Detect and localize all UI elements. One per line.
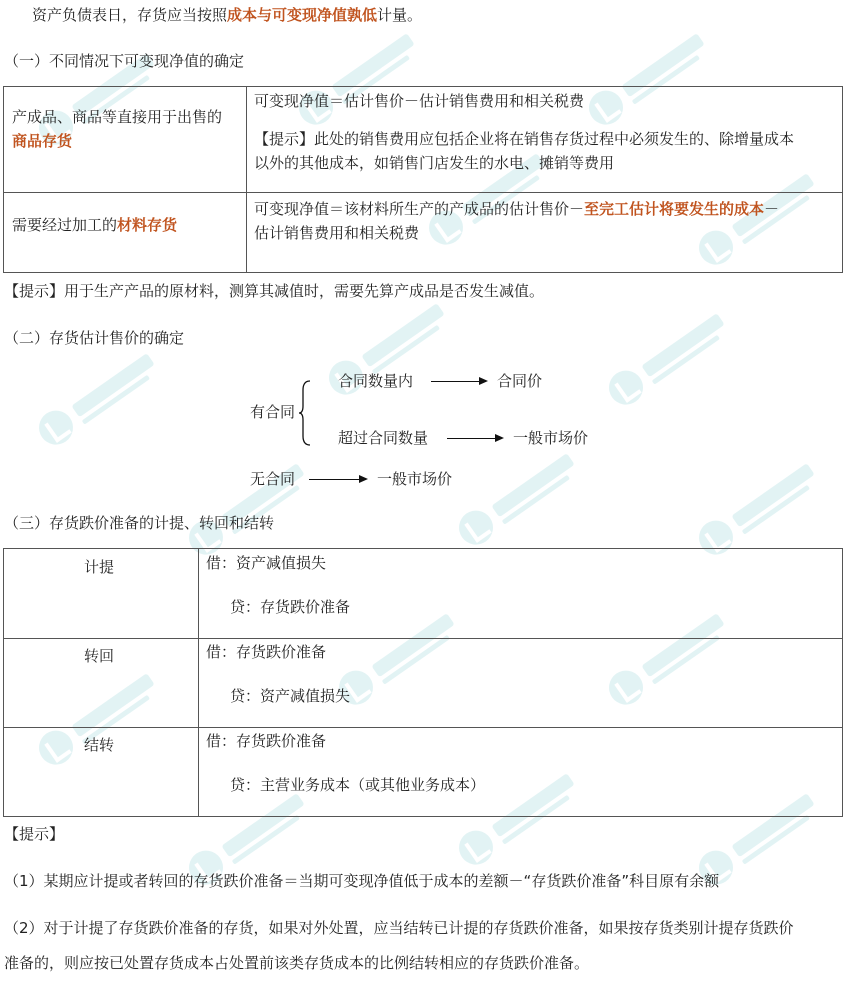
entry-label-reverse: 转回 xyxy=(84,647,115,665)
tips-paragraph-1: （1）某期应计提或者转回的存货跌价准备＝当期可变现净值低于成本的差额－“存货跌价准备”科目原有余额 xyxy=(4,872,720,890)
intro-sentence xyxy=(32,5,422,25)
row2-formula-highlight: 至完工估计将要发生的成本 xyxy=(584,200,765,218)
watermark-logo-icon xyxy=(602,303,737,413)
entry-debit-transfer: 借：存货跌价准备 xyxy=(206,732,327,750)
row1-right-cell xyxy=(254,89,839,175)
row2-formula-prefix: 可变现净值＝该材料所生产的产成品的估计售价－ xyxy=(254,200,585,218)
row2-left-cell xyxy=(12,213,242,237)
tips-title: 【提示】 xyxy=(4,825,65,843)
label-market-price-2: 一般市场价 xyxy=(377,470,453,488)
entry-credit-accrue: 贷：存货跌价准备 xyxy=(230,598,351,616)
row2-left-highlight: 材料存货 xyxy=(117,216,178,234)
brace-icon xyxy=(298,380,312,446)
label-contract-price: 合同价 xyxy=(497,372,543,390)
row1-left-line: 产成品、商品等直接用于出售的 xyxy=(12,108,223,126)
label-market-price-1: 一般市场价 xyxy=(513,429,589,447)
entry-label-transfer: 结转 xyxy=(84,736,115,754)
arrow-within-to-contract-price-icon xyxy=(431,381,486,382)
row2-formula-line2: 估计销售费用和相关税费 xyxy=(254,224,420,242)
entry-credit-transfer: 贷：主营业务成本（或其他业务成本） xyxy=(230,776,486,794)
section1-note: 【提示】用于生产产品的原材料，测算其减值时，需要先算产成品是否发生减值。 xyxy=(4,282,545,300)
entry-credit-reverse: 贷：资产减值损失 xyxy=(230,687,351,705)
watermark-logo-icon xyxy=(32,343,167,453)
table-divider xyxy=(198,549,199,816)
row1-formula: 可变现净值＝估计售价－估计销售费用和相关税费 xyxy=(254,92,585,110)
row2-right-cell xyxy=(254,197,839,245)
row1-left-highlight: 商品存货 xyxy=(12,132,73,150)
watermark-logo-icon xyxy=(452,443,587,553)
entry-label-accrue: 计提 xyxy=(84,558,115,576)
intro-highlight: 成本与可变现净值孰低 xyxy=(227,6,378,24)
entry-debit-accrue: 借：资产减值损失 xyxy=(206,554,327,572)
arrow-no-contract-to-market-price-icon xyxy=(309,479,366,480)
table-divider xyxy=(4,727,842,728)
row2-formula-suffix: － xyxy=(764,200,780,218)
intro-prefix: 资产负债表日，存货应当按照 xyxy=(32,6,228,24)
row1-left-cell xyxy=(12,105,242,153)
watermark-logo-icon xyxy=(692,453,827,563)
impairment-entries-table xyxy=(3,548,843,817)
section1-heading: （一）不同情况下可变现净值的确定 xyxy=(4,52,245,70)
table-divider xyxy=(4,638,842,639)
row2-left-prefix: 需要经过加工的 xyxy=(12,216,118,234)
label-within-quantity: 合同数量内 xyxy=(338,372,414,390)
row1-tip-line1: 【提示】此处的销售费用应包括企业将在销售存货过程中必须发生的、除增量成本 xyxy=(254,130,795,148)
label-no-contract: 无合同 xyxy=(250,470,296,488)
tips-paragraph-2-line1: （2）对于计提了存货跌价准备的存货，如果对外处置，应当结转已计提的存货跌价准备，如果按存货类别计提存货跌价 xyxy=(4,919,794,937)
table-divider xyxy=(4,192,842,193)
entry-debit-reverse: 借：存货跌价准备 xyxy=(206,643,327,661)
label-with-contract: 有合同 xyxy=(250,403,296,421)
section2-heading: （二）存货估计售价的确定 xyxy=(4,329,185,347)
label-over-quantity: 超过合同数量 xyxy=(338,429,429,447)
nrv-table xyxy=(3,86,843,273)
section3-heading: （三）存货跌价准备的计提、转回和结转 xyxy=(4,514,275,532)
intro-suffix: 计量。 xyxy=(377,6,423,24)
table-divider xyxy=(246,87,247,272)
arrow-over-to-market-price-icon xyxy=(447,438,502,439)
row1-tip-line2: 以外的其他成本，如销售门店发生的水电、摊销等费用 xyxy=(254,154,615,172)
tips-paragraph-2-line2: 准备的，则应按已处置存货成本占处置前该类存货成本的比例结转相应的存货跌价准备。 xyxy=(4,954,590,972)
